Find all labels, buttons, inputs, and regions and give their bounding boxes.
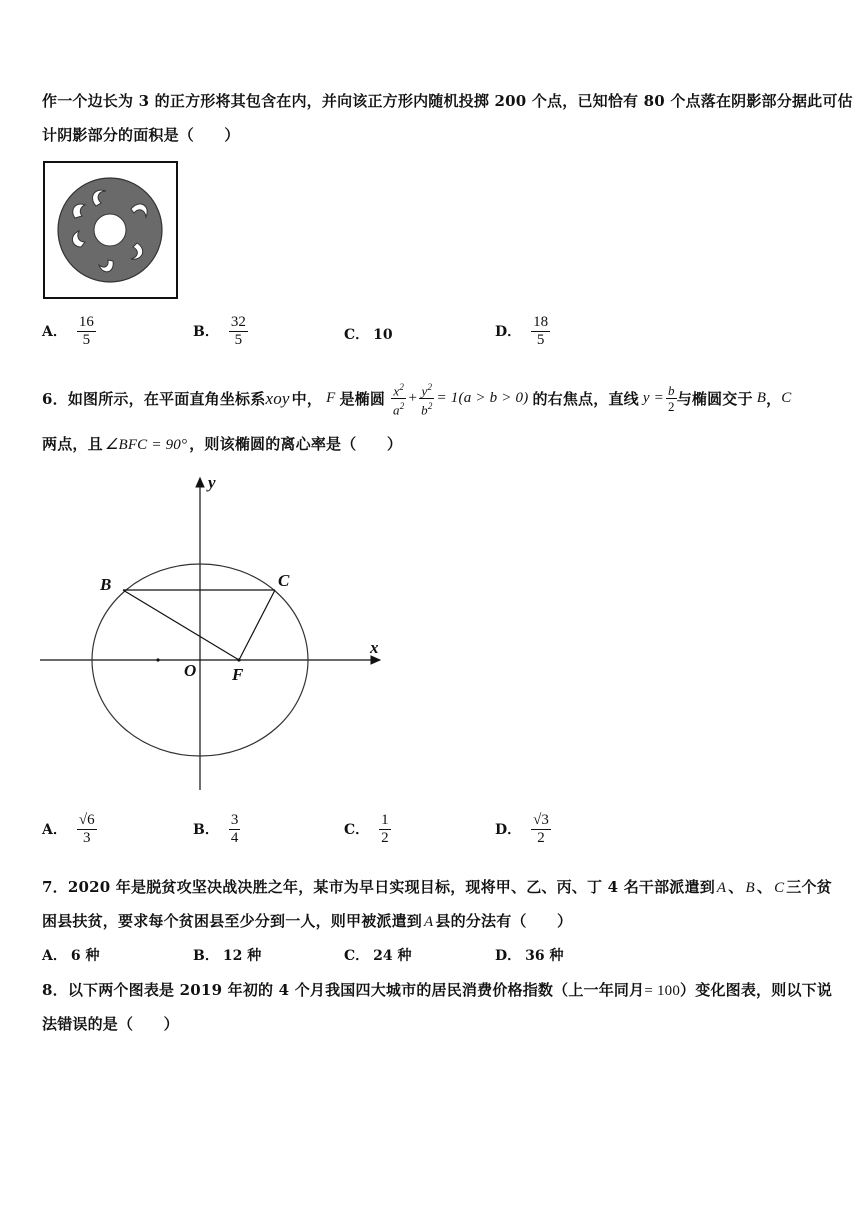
label-c: C	[278, 571, 290, 590]
q7-text-line2: 困县扶贫，要求每个贫困县至少分到一人，则甲被派遣到 A 县的分法有（ ）	[42, 912, 573, 930]
shaded-figure	[43, 161, 178, 299]
q5-option-c[interactable]: C． 10	[344, 327, 393, 343]
ellipse-x-term: $\frac{x^2}{a^2}$	[393, 382, 405, 418]
q7-option-c[interactable]: C． 24 种	[344, 948, 412, 964]
segment-cf	[239, 590, 275, 660]
q6-text-line2: 两点，且 ∠BFC = 90° ，则该椭圆的离心率是（ ）	[42, 435, 403, 453]
q6-option-c[interactable]: C． $\frac{1}{2}$	[344, 812, 389, 846]
q6-option-a[interactable]: A． $\frac{√6}{3}$	[42, 812, 95, 846]
label-f: F	[232, 665, 244, 684]
q6-option-b[interactable]: B． $\frac{3}{4}$	[193, 812, 239, 846]
label-o: O	[184, 661, 197, 680]
q6-text-line1: 6．如图所示，在平面直角坐标系 xoy 中， F 是椭圆 $\frac{x^2}{a^2}$ + $\frac{y^2}{b^2}$ = 1(a > b > 0) 的右焦点，直线 y = $\frac{b}{2}$ 与椭圆交于 B ， C	[42, 382, 792, 418]
ellipse-y-term: $\frac{y^2}{b^2}$	[421, 382, 433, 418]
line-slope-fraction: $\frac{b}{2}$	[668, 383, 675, 415]
q5-option-b[interactable]: B． $\frac{32}{5}$	[193, 314, 246, 348]
q5-option-a[interactable]: A． $\frac{16}{5}$	[42, 314, 94, 348]
q7-option-a[interactable]: A． 6 种	[42, 948, 100, 964]
q7-option-d[interactable]: D． 36 种	[495, 948, 564, 964]
label-b: B	[100, 575, 112, 594]
q6-option-d[interactable]: D． $\frac{√3}{2}$	[495, 812, 549, 846]
ellipse-diagram	[38, 470, 388, 795]
segment-bf	[123, 590, 239, 660]
q5-text-line1: 作一个边长为 3 的正方形将其包含在内，并向该正方形内随机投掷 200 个点，已知恰有 80 个点落在阴影部分据此可估	[42, 92, 853, 110]
q7-text-line1: 7．2020 年是脱贫攻坚决战决胜之年，某市为早日实现目标，现将甲、乙、丙、丁 4 名干部派遣到 A 、 B 、 C 三个贫	[42, 878, 832, 896]
q5-option-d[interactable]: D． $\frac{18}{5}$	[495, 314, 549, 348]
q8-text-line1: 8．以下两个图表是 2019 年初的 4 个月我国四大城市的居民消费价格指数（上一年同月= 100）变化图表，则以下说	[42, 981, 833, 999]
q5-text-line2: 计阴影部分的面积是（ ）	[42, 126, 240, 144]
label-y: y	[208, 473, 216, 492]
label-x: x	[370, 638, 379, 657]
q8-text-line2: 法错误的是（ ）	[42, 1015, 179, 1033]
q7-option-b[interactable]: B． 12 种	[193, 948, 262, 964]
